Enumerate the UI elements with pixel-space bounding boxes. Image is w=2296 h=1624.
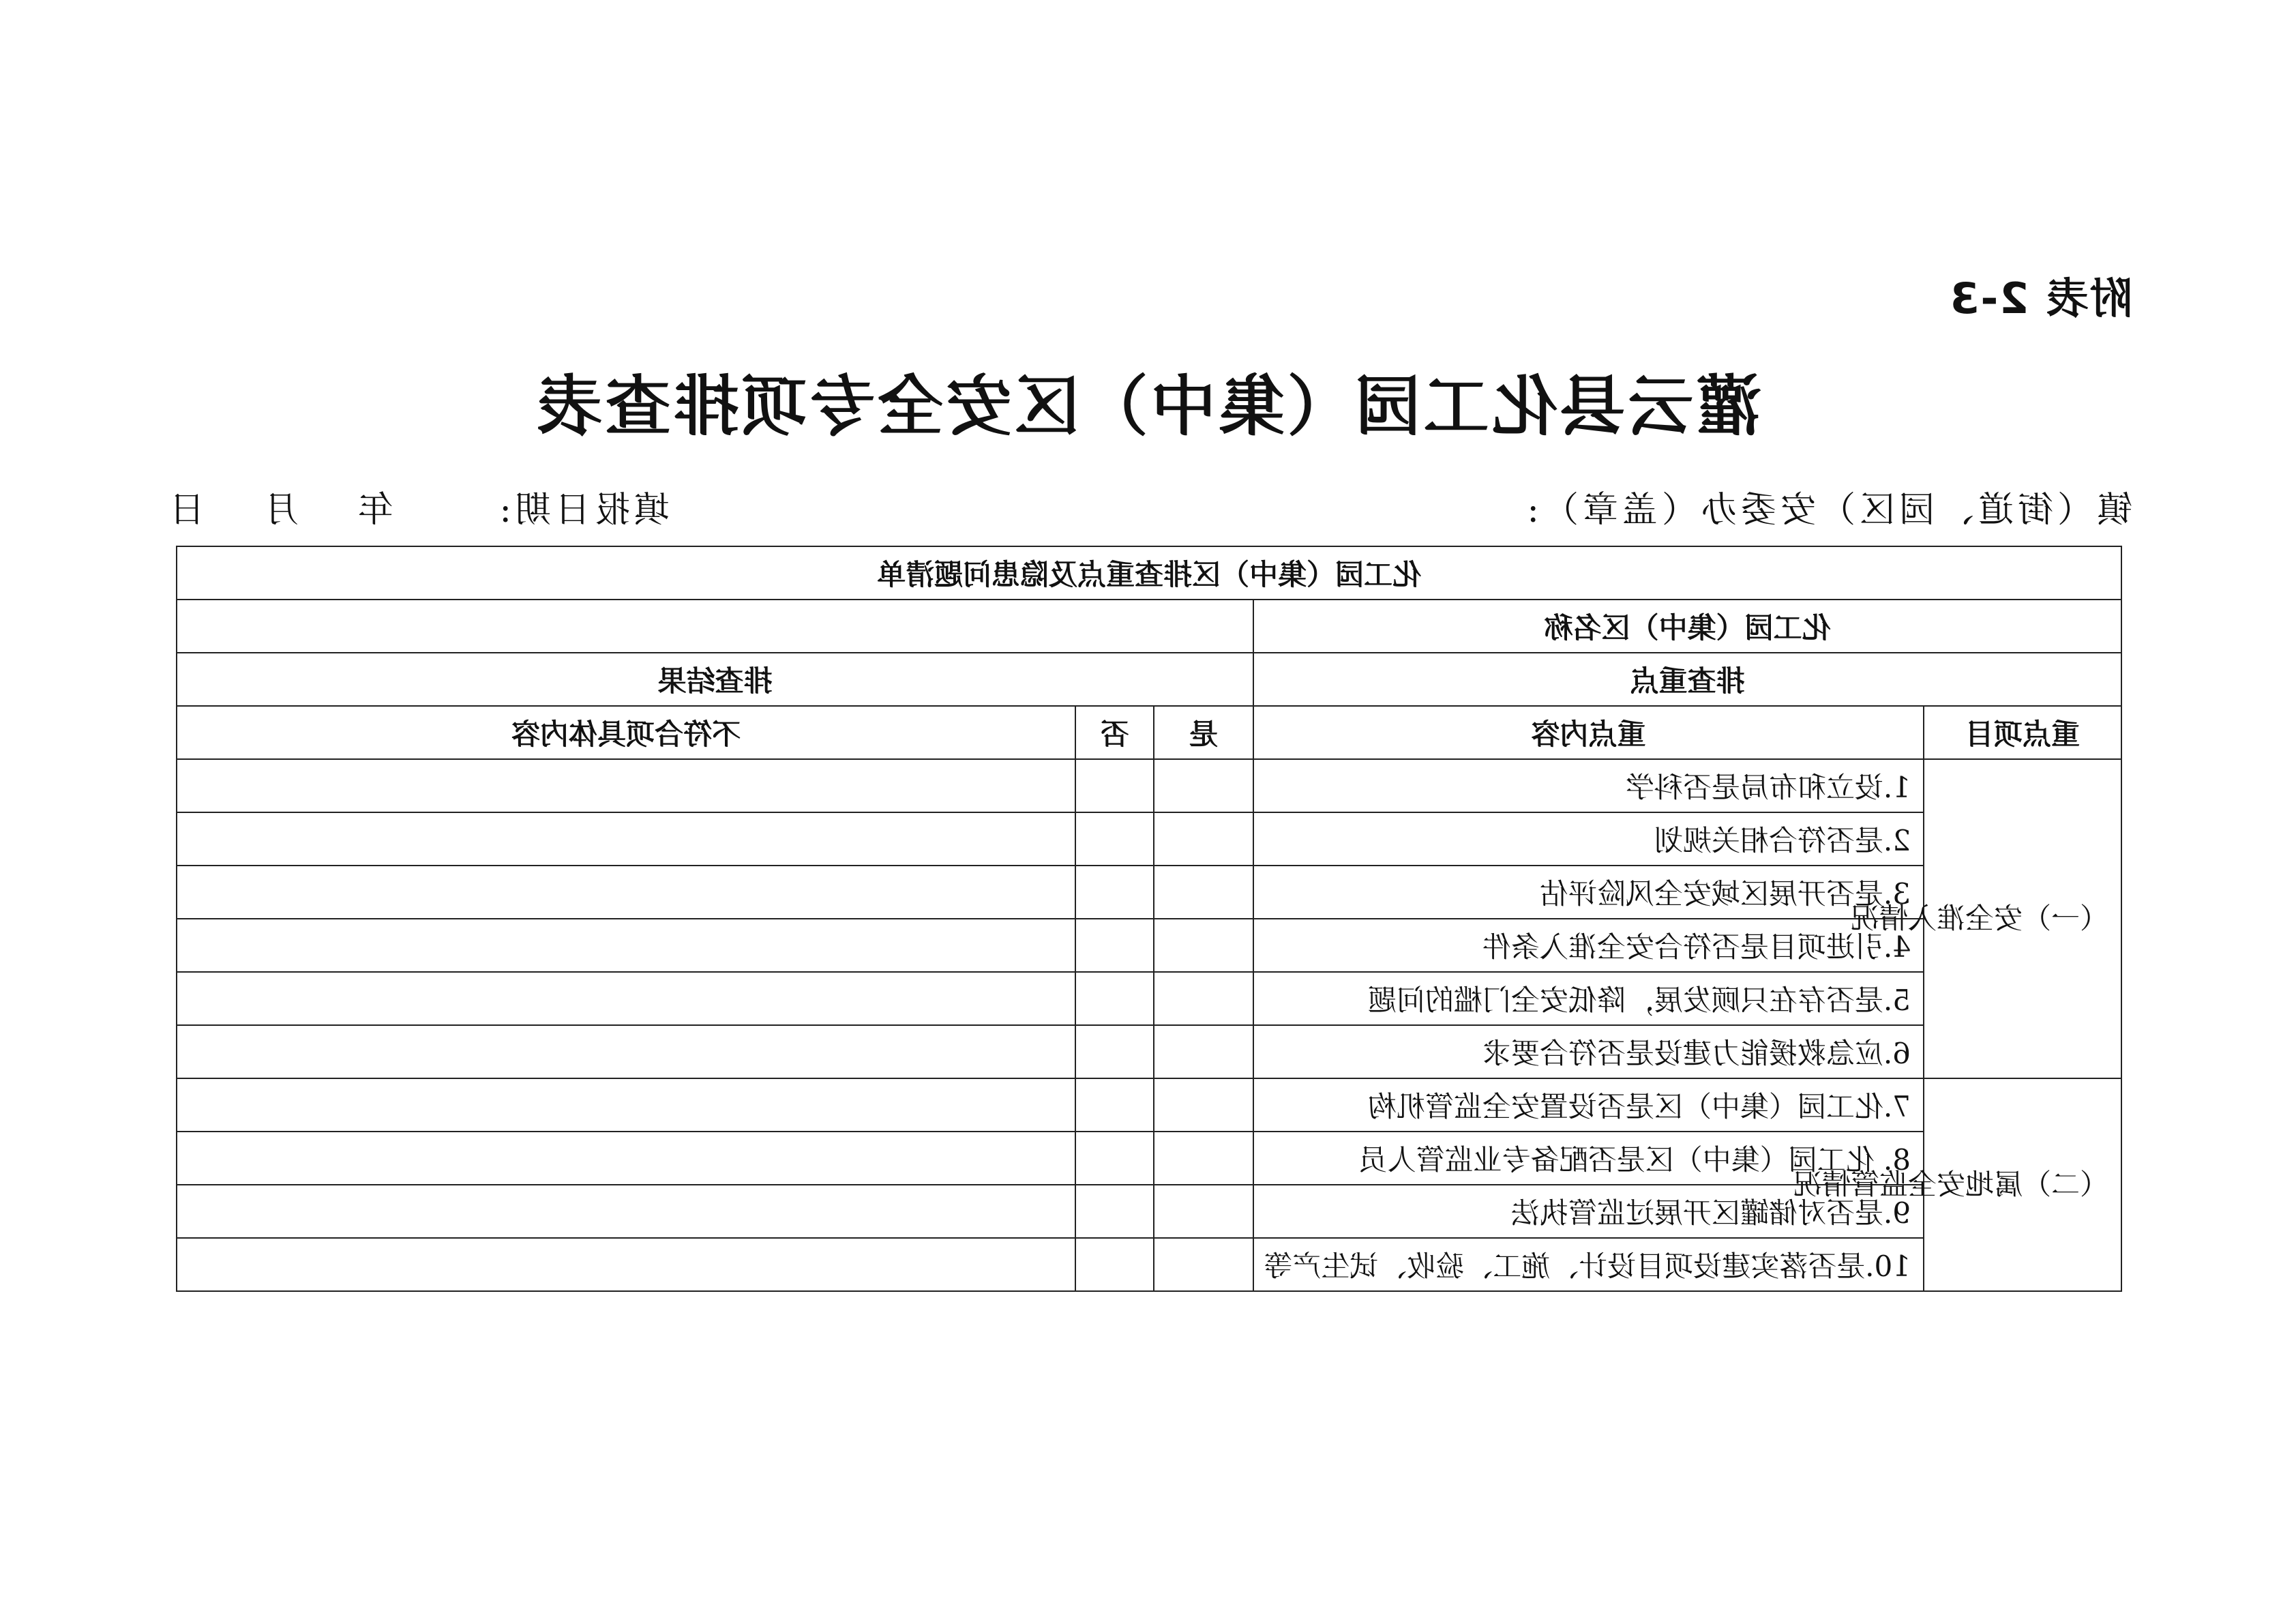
yes-cell[interactable] [1154,919,1253,972]
detail-cell[interactable] [177,1185,1075,1238]
table-row [177,812,2121,866]
appendix-label: 附表 2-3 [1948,274,2132,323]
yes-cell[interactable] [1154,1132,1253,1185]
detail-cell[interactable] [177,1025,1075,1078]
row-content: 1.设立和布局是否科学 [1253,759,1924,812]
header-no: 否 [1075,706,1154,759]
detail-cell[interactable] [177,1238,1075,1291]
row-content: 10.是否落实建设项目设计、施工、验收、试生产等 [1253,1238,1924,1291]
no-cell[interactable] [1075,972,1154,1025]
no-cell[interactable] [1075,1238,1154,1291]
row-content: 8. 化工园（集中）区是否配备专业监管人员 [1253,1132,1924,1185]
report-date-day: 日 [165,490,205,531]
section-focus: 排查重点 [1253,653,2121,706]
row-content: 4.引进项目是否符合安全准入条件 [1253,919,1924,972]
inspection-table [176,546,2122,1292]
yes-cell[interactable] [1154,812,1253,866]
row-content: 3.是否开展区域安全风险评估 [1253,866,1924,919]
header-content: 重点内容 [1253,706,1924,759]
header-yes: 是 [1154,706,1253,759]
table-row [177,1078,2121,1132]
row-content: 2.是否符合相关规划 [1253,812,1924,866]
table-row [177,1185,2121,1238]
report-date [165,481,670,532]
detail-cell[interactable] [177,972,1075,1025]
no-cell[interactable] [1075,1185,1154,1238]
category-safety-access: （一）安全准入情况 [1924,759,2121,1078]
no-cell[interactable] [1075,1078,1154,1132]
park-name-row [177,600,2121,653]
yes-cell[interactable] [1154,1238,1253,1291]
no-cell[interactable] [1075,1025,1154,1078]
table-row [177,919,2121,972]
report-date-label: 填报日期: [495,490,670,531]
row-content: 7.化工园（集中）区是否设置安全监管机构 [1253,1078,1924,1132]
row-content: 5.是否存在只顾发展，降低安全门槛的问题 [1253,972,1924,1025]
table-row [177,759,2121,812]
no-cell[interactable] [1075,919,1154,972]
no-cell[interactable] [1075,759,1154,812]
table-row [177,1025,2121,1078]
no-cell[interactable] [1075,866,1154,919]
section-header-row [177,653,2121,706]
row-content: 6.应急救援能力建设是否符合要求 [1253,1025,1924,1078]
no-cell[interactable] [1075,1132,1154,1185]
park-name-label: 化工园（集中）区名称 [1253,600,2121,653]
category-local-supervision: （二）属地安全监管情况 [1924,1078,2121,1291]
detail-cell[interactable] [177,759,1075,812]
table-row [177,972,2121,1025]
detail-cell[interactable] [177,919,1075,972]
table-title-row [177,546,2121,600]
column-header-row [177,706,2121,759]
table-row [177,866,2121,919]
table-row [177,1238,2121,1291]
reporting-unit-label: 镇（街道、园区）安委办（盖章）: [1523,490,2132,531]
header-item: 重点项目 [1924,706,2121,759]
detail-cell[interactable] [177,866,1075,919]
yes-cell[interactable] [1154,972,1253,1025]
yes-cell[interactable] [1154,1078,1253,1132]
park-name-value[interactable] [177,600,1253,653]
report-date-month: 月 [259,490,299,531]
yes-cell[interactable] [1154,866,1253,919]
report-date-year: 年 [353,490,393,531]
list-title: 化工园（集中）区排查重点及隐患问题清单 [177,546,2121,600]
row-content: 9.是否对储罐区开展过监管执法 [1253,1185,1924,1238]
header-detail: 不符合项具体内容 [177,706,1075,759]
detail-cell[interactable] [177,812,1075,866]
page-title: 灌云县化工园（集中）区安全专项排查表 [534,368,1762,445]
yes-cell[interactable] [1154,1185,1253,1238]
table-row [177,1132,2121,1185]
detail-cell[interactable] [177,1078,1075,1132]
section-result: 排查结果 [177,653,1253,706]
yes-cell[interactable] [1154,1025,1253,1078]
detail-cell[interactable] [177,1132,1075,1185]
no-cell[interactable] [1075,812,1154,866]
yes-cell[interactable] [1154,759,1253,812]
